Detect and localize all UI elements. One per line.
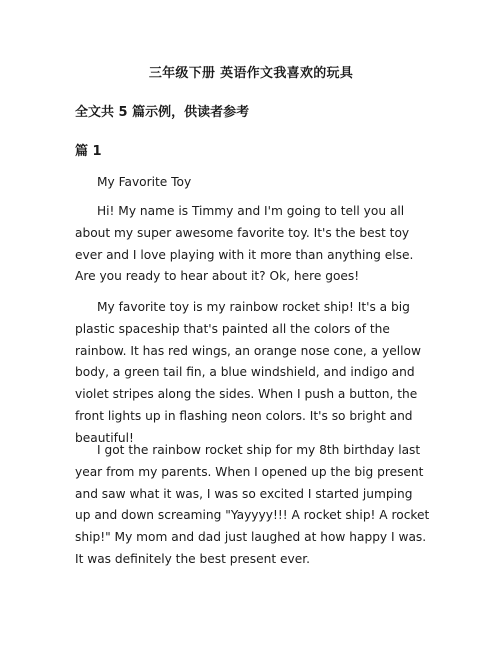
- document-subtitle: 全文共 5 篇示例，供读者参考: [75, 105, 250, 120]
- section-heading: 篇 1: [75, 144, 102, 159]
- paragraph-1: Hi! My name is Timmy and I'm going to tell you all about my super awesome favorite toy. It's the best toy ever and I love playing with it more than anything else. Are you ready to hear about it? Ok, here goes!: [75, 204, 414, 284]
- paragraph-3: I got the rainbow rocket ship for my 8th birthday last year from my parents. When I opened up the big present and saw what it was, I was so excited I started jumping up and down screaming "Yayyyy!!! A rocket ship! A rocket ship!" My mom and dad just laughed at how happy I was. It was definitely the best present ever.: [75, 443, 430, 566]
- paragraph-2: My favorite toy is my rainbow rocket ship! It's a big plastic spaceship that's painted all the colors of the rainbow. It has red wings, an orange nose cone, a yellow body, a green tail fin, a blue windshield, and indigo and violet stripes along the sides. When I push a button, the front lights up in flashing neon colors. It's so bright and beautiful!: [75, 300, 421, 445]
- essay-title: My Favorite Toy: [97, 175, 192, 189]
- document-title: 三年级下册 英语作文我喜欢的玩具: [148, 66, 354, 81]
